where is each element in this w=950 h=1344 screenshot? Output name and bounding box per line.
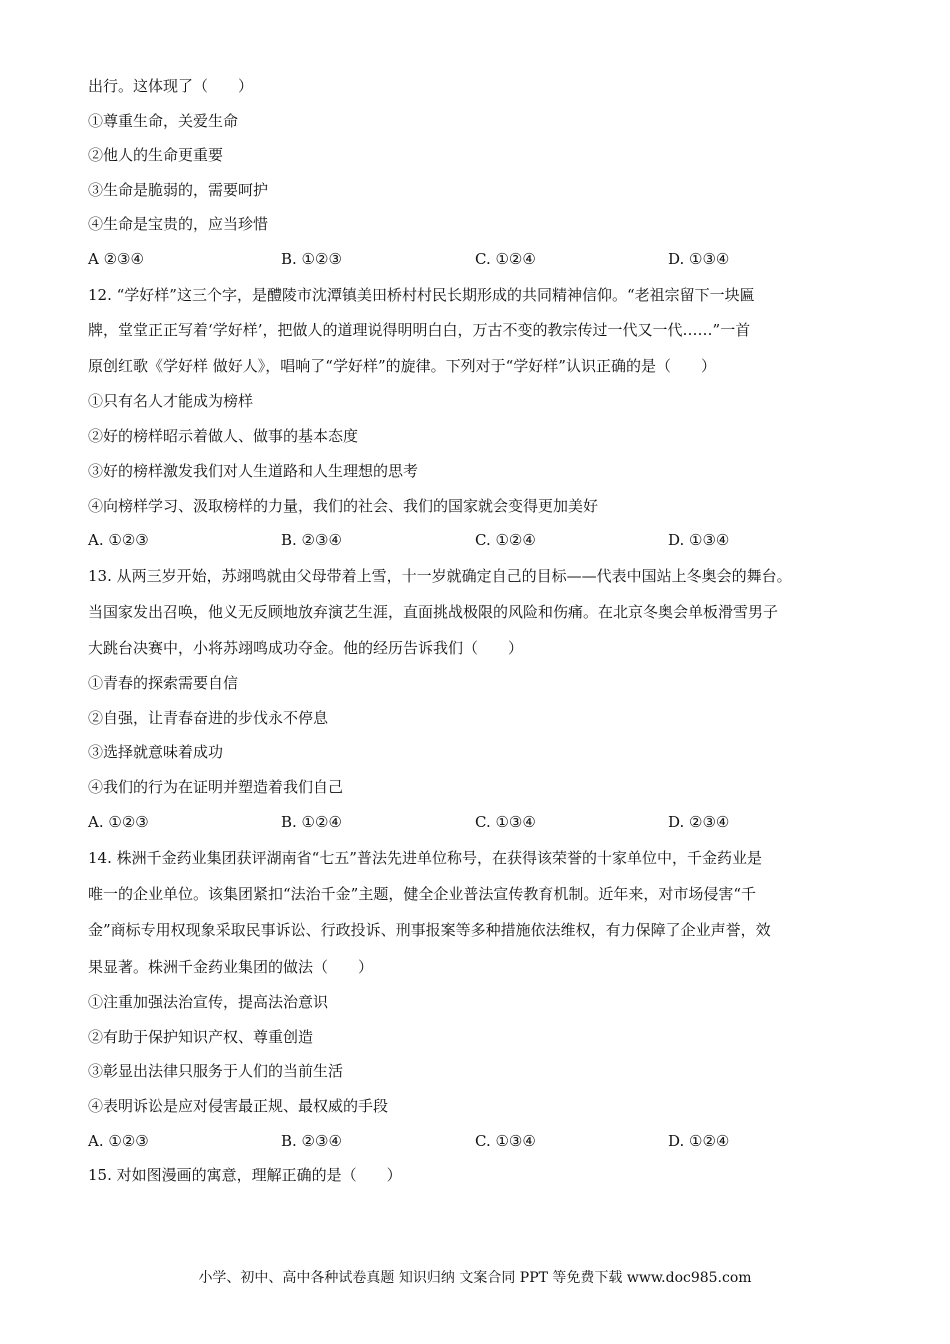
q14-option-c: C. ①③④ (475, 1132, 536, 1150)
q14-item-3: ③彰显出法律只服务于人们的当前生活 (88, 1062, 344, 1080)
q14-option-d: D. ①②④ (668, 1132, 730, 1150)
q12-item-2: ②好的榜样昭示着做人、做事的基本态度 (88, 427, 359, 445)
q12-item-4: ④向榜样学习、汲取榜样的力量，我们的社会、我们的国家就会变得更加美好 (88, 497, 599, 515)
q11-option-a: A ②③④ (88, 250, 144, 268)
q12-option-b: B. ②③④ (281, 531, 342, 549)
q13-option-c: C. ①③④ (475, 813, 536, 831)
q13-stem-line-2: 当国家发出召唤，他义无反顾地放弃演艺生涯，直面挑战极限的风险和伤痛。在北京冬奥会单板滑雪男子 (88, 603, 779, 621)
q14-item-2: ②有助于保护知识产权、尊重创造 (88, 1028, 314, 1046)
q12-option-c: C. ①②④ (475, 531, 536, 549)
q12-stem-line-2: 牌，堂堂正正写着‘学好样’，把做人的道理说得明明白白，万古不变的教宗传过一代又一代……”一首 (88, 321, 751, 339)
q11-option-c: C. ①②④ (475, 250, 536, 268)
q14-stem-line-3: 金”商标专用权现象采取民事诉讼、行政投诉、刑事报案等多种措施依法维权，有力保障了企业声誉，效 (88, 921, 771, 939)
q13-item-1: ①青春的探索需要自信 (88, 674, 239, 692)
q12-stem-line-1: 12. “学好样”这三个字，是醴陵市沈潭镇美田桥村村民长期形成的共同精神信仰。“老祖宗留下一块匾 (88, 286, 755, 304)
q13-option-a: A. ①②③ (88, 813, 149, 831)
q15-stem: 15. 对如图漫画的寓意，理解正确的是（ ） (88, 1166, 402, 1184)
q12-option-d: D. ①③④ (668, 531, 730, 549)
q13-item-3: ③选择就意味着成功 (88, 743, 224, 761)
q14-stem-line-2: 唯一的企业单位。该集团紧扣“法治千金”主题，健全企业普法宣传教育机制。近年来，对市场侵害“千 (88, 885, 757, 903)
q11-option-d: D. ①③④ (668, 250, 730, 268)
q13-options (88, 812, 863, 832)
q13-item-2: ②自强，让青春奋进的步伐永不停息 (88, 709, 329, 727)
q11-options (88, 249, 863, 269)
q14-item-4: ④表明诉讼是应对侵害最正规、最权威的手段 (88, 1097, 389, 1115)
q14-option-a: A. ①②③ (88, 1132, 149, 1150)
q13-option-b: B. ①②④ (281, 813, 342, 831)
footer-ad-text: 小学、初中、高中各种试卷真题 知识归纳 文案合同 PPT 等免费下载 www.doc985.com (198, 1270, 752, 1286)
q12-options (88, 530, 863, 550)
q14-option-b: B. ②③④ (281, 1132, 342, 1150)
q11-item-1: ①尊重生命，关爱生命 (88, 112, 239, 130)
q13-stem-line-3: 大跳台决赛中，小将苏翊鸣成功夺金。他的经历告诉我们（ ） (88, 639, 524, 657)
q11-stem-tail: 出行。这体现了（ ） (88, 77, 254, 95)
q11-item-3: ③生命是脆弱的，需要呵护 (88, 181, 269, 199)
q12-item-3: ③好的榜样激发我们对人生道路和人生理想的思考 (88, 462, 419, 480)
q11-item-2: ②他人的生命更重要 (88, 146, 224, 164)
q14-stem-line-1: 14. 株洲千金药业集团获评湖南省“七五”普法先进单位称号，在获得该荣誉的十家单位中，千金药业是 (88, 849, 762, 867)
q12-stem-line-3: 原创红歌《学好样 做好人》，唱响了“学好样”的旋律。下列对于“学好样”认识正确的是（ ） (88, 357, 716, 375)
q12-option-a: A. ①②③ (88, 531, 149, 549)
q13-item-4: ④我们的行为在证明并塑造着我们自己 (88, 778, 344, 796)
q14-options (88, 1131, 863, 1151)
q11-item-4: ④生命是宝贵的，应当珍惜 (88, 215, 269, 233)
q11-option-b: B. ①②③ (281, 250, 342, 268)
q14-stem-line-4: 果显著。株洲千金药业集团的做法（ ） (88, 958, 374, 976)
q12-item-1: ①只有名人才能成为榜样 (88, 392, 254, 410)
q13-option-d: D. ②③④ (668, 813, 730, 831)
q13-stem-line-1: 13. 从两三岁开始，苏翊鸣就由父母带着上雪，十一岁就确定自己的目标——代表中国站上冬奥会的舞台。 (88, 567, 792, 585)
q14-item-1: ①注重加强法治宣传，提高法治意识 (88, 993, 329, 1011)
